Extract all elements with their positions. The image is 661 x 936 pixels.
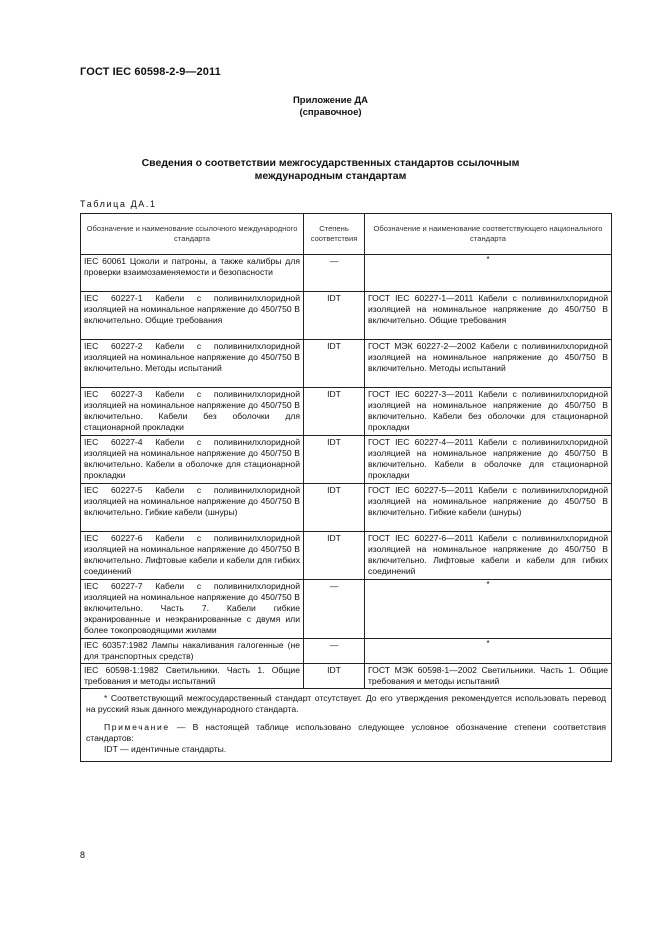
table-notes-row [81,689,612,762]
table-label: Таблица ДА.1 [80,199,157,209]
cell-degree: IDT [304,664,365,689]
main-title-line-1: Сведения о соответствии межгосударственных стандартов ссылочным [141,157,520,169]
table-row [81,255,612,292]
cell-international-standard: IEC 60227-6 Кабели с поливинилхлоридной изоляцией на номинальное напряжение до 450/750 В включительно. Лифтовые кабели и кабели для гибких соединений [81,532,304,580]
cell-international-standard: IEC 60227-5 Кабели с поливинилхлоридной изоляцией на номинальное напряжение до 450/750 В включительно. Гибкие кабели (шнуры) [81,484,304,532]
document-header: ГОСТ IEC 60598-2-9—2011 [80,66,221,78]
note-text: — В настоящей таблице использовано следующее условное обозначение степени соответствия стандартов: [86,722,606,743]
table-row [81,388,612,436]
cell-national-standard [365,580,612,639]
header-international-standard: Обозначение и наименование ссылочного международного стандарта [81,214,304,255]
page-number: 8 [80,850,86,860]
cell-degree: IDT [304,292,365,340]
correspondence-table [80,213,612,762]
header-national-standard: Обозначение и наименование соответствующего национального стандарта [365,214,612,255]
cell-international-standard: IEC 60227-7 Кабели с поливинилхлоридной изоляцией на номинальное напряжение до 450/750 В включительно. Часть 7. Кабели гибкие экранированные и неэкранированные с двумя или более токопроводящими жилами [81,580,304,639]
cell-degree: IDT [304,532,365,580]
cell-degree: — [304,255,365,292]
cell-international-standard: IEC 60357:1982 Лампы накаливания галогенные (не для транспортных средств) [81,639,304,664]
cell-degree: IDT [304,340,365,388]
footnote-marker: * [486,580,490,589]
table-row [81,532,612,580]
cell-degree: IDT [304,484,365,532]
note-paragraph [86,722,606,744]
cell-degree: — [304,639,365,664]
correspondence-table-wrapper [80,213,611,762]
table-row [81,340,612,388]
cell-national-standard: ГОСТ МЭК 60598-1—2002 Светильники. Часть 1. Общие требования и методы испытаний [365,664,612,689]
appendix-title: Приложение ДА [292,95,369,106]
cell-international-standard: IEC 60227-1 Кабели с поливинилхлоридной изоляцией на номинальное напряжение до 450/750 В включительно. Общие требования [81,292,304,340]
table-row [81,436,612,484]
appendix-subtitle: (справочное) [299,107,362,118]
note-label: Примечание [104,722,170,732]
footnote-text: * Соответствующий межгосударственный стандарт отсутствует. До его утверждения рекомендуется использовать перевод на русский язык данного международного стандарта. [86,693,606,714]
cell-national-standard [365,255,612,292]
table-row [81,484,612,532]
table-row [81,639,612,664]
table-header-row [81,214,612,255]
cell-national-standard: ГОСТ МЭК 60227-2—2002 Кабели с поливинилхлоридной изоляцией на номинальное напряжение до 450/750 В включительно. Методы испытаний [365,340,612,388]
cell-national-standard: ГОСТ IEC 60227-5—2011 Кабели с поливинилхлоридной изоляцией на номинальное напряжение до 450/750 В включительно. Гибкие кабели (шнуры) [365,484,612,532]
cell-international-standard: IEC 60227-4 Кабели с поливинилхлоридной изоляцией на номинальное напряжение до 450/750 В включительно. Кабели в оболочке для стационарной прокладки [81,436,304,484]
footnote-marker: * [486,255,490,264]
table-row [81,664,612,689]
cell-national-standard: ГОСТ IEC 60227-3—2011 Кабели с поливинилхлоридной изоляцией на номинальное напряжение до 450/750 В включительно. Кабели без оболочки для стационарной прокладки [365,388,612,436]
cell-national-standard [365,639,612,664]
header-degree-of-correspondence: Степень соответствия [304,214,365,255]
table-row [81,292,612,340]
table-row [81,580,612,639]
cell-international-standard: IEC 60227-3 Кабели с поливинилхлоридной изоляцией на номинальное напряжение до 450/750 В включительно. Кабели без оболочки для стационарной прокладки [81,388,304,436]
cell-national-standard: ГОСТ IEC 60227-6—2011 Кабели с поливинилхлоридной изоляцией на номинальное напряжение до 450/750 В включительно. Лифтовые кабели и кабели для гибких соединений [365,532,612,580]
table-notes [81,689,612,762]
note-idt: IDT — идентичные стандарты. [104,744,227,754]
footnote-marker: * [486,639,490,648]
cell-national-standard: ГОСТ IEC 60227-4—2011 Кабели с поливинилхлоридной изоляцией на номинальное напряжение до 450/750 В включительно. Кабели в оболочке для стационарной прокладки [365,436,612,484]
cell-degree: IDT [304,388,365,436]
cell-international-standard: IEC 60061 Цоколи и патроны, а также калибры для проверки взаимозаменяемости и безопасности [81,255,304,292]
main-title-line-2: международным стандартам [254,170,407,182]
cell-degree: — [304,580,365,639]
cell-international-standard: IEC 60227-2 Кабели с поливинилхлоридной изоляцией на номинальное напряжение до 450/750 В включительно. Методы испытаний [81,340,304,388]
cell-degree: IDT [304,436,365,484]
main-title [0,157,661,183]
cell-international-standard: IEC 60598-1:1982 Светильники. Часть 1. Общие требования и методы испытаний [81,664,304,689]
cell-national-standard: ГОСТ IEC 60227-1—2011 Кабели с поливинилхлоридной изоляцией на номинальное напряжение до 450/750 В включительно. Общие требования [365,292,612,340]
